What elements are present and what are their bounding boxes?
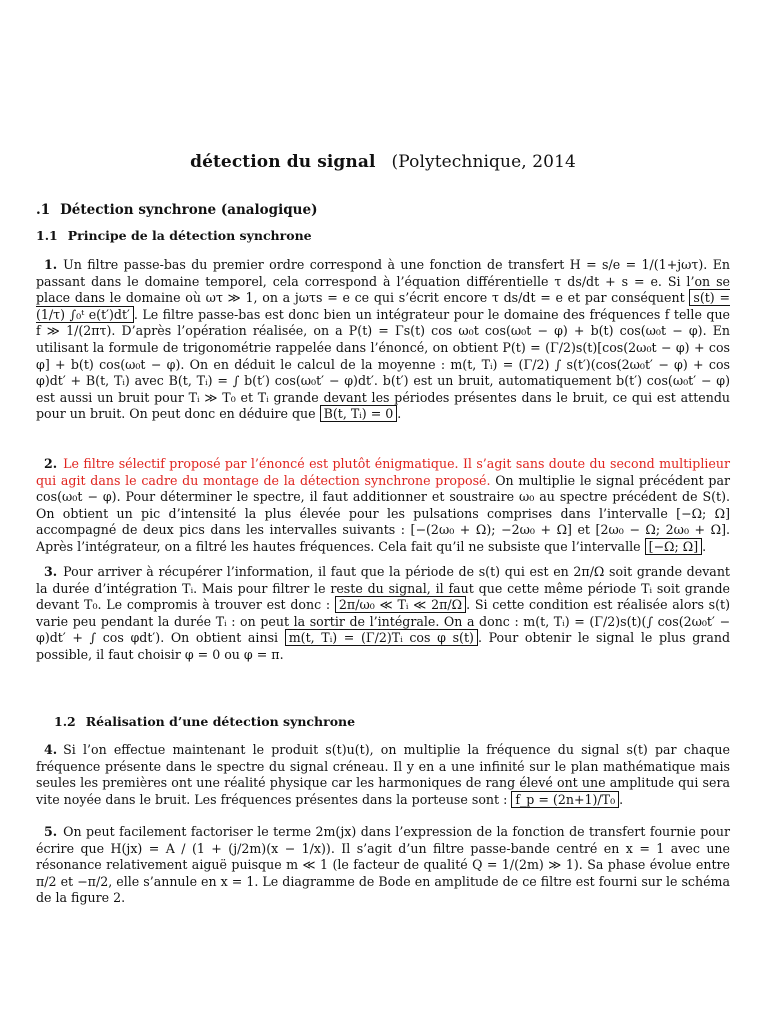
question-text: Si l’on effectue maintenant le produit s(t)u(t), on multiplie la fréquence du signal s(t) par chaque fréquence présente dans le spectre du signal créneau. Il y en a une infinité sur le plan mathématique mais seules les premières ont une réalité physique car les harmoniques de rang élevé ont une amplitude qui sera vite noyée dans le bruit. Les fréquences présentes dans la porteuse sont :: [36, 742, 730, 807]
subsection-label: Réalisation d’une détection synchrone: [85, 714, 356, 729]
question-4: [36, 742, 730, 808]
question-text: On peut facilement factoriser le terme 2m(jx) dans l’expression de la fonction de transfert fournie pour écrire que H(jx) = A / (1 + (j/2m)(x − 1/x)). Il s’agit d’un filtre passe-bande centré en x = 1 avec une résonance relativement aiguë puisque m ≪ 1 (le facteur de qualité Q = 1/(2m) ≫ 1). Sa phase évolue entre π/2 et −π/2, elle s’annule en x = 1. Le diagramme de Bode en amplitude de ce filtre est fourni sur le schéma de la figure 2.: [36, 824, 730, 906]
boxed-result: [−Ω; Ω]: [645, 538, 703, 555]
section-number: .1: [36, 202, 51, 218]
question-text: . Si cette condition est réalisée alors s(t) varie peu pendant la durée Tᵢ : on peut la sortir de l’intégrale. On a donc : m(t, Tᵢ) = (Γ/2)s(t)(∫ cos(2ω₀t′ − φ)dt′ + ∫ cos φdt′). On obtient ainsi: [36, 597, 731, 646]
subsection-heading-1: [36, 228, 312, 243]
boxed-result: m(t, Tᵢ) = (Γ/2)Tᵢ cos φ s(t): [285, 629, 478, 646]
boxed-result: B(t, Tᵢ) = 0: [320, 405, 398, 422]
document-title: [36, 152, 730, 172]
question-text: . Le filtre passe-bas est donc bien un intégrateur pour le domaine des fréquences f telle que f ≫ 1/(2πτ). D’après l’opération réalisée, on a P(t) = Γs(t) cos ω₀t cos(ω₀t − φ) + b(t) cos(ω₀t − φ). En utilisant la formule de trigonométrie rappelée dans l’énoncé, on obtient P(t) = (Γ/2)s(t)[cos(2ω₀t − φ) + cos φ] + b(t) cos(ω₀t − φ). On en déduit le calcul de la moyenne : m(t, Tᵢ) = (Γ/2) ∫ s(t′)(cos(2ω₀t′ − φ) + cos φ)dt′ + B(t, Tᵢ) avec B(t, Tᵢ) = ∫ b(t′) cos(ω₀t′ − φ)dt′. b(t′) est un bruit, automatiquement b(t′) cos(ω₀t′ − φ) est aussi un bruit pour Tᵢ ≫ T₀ et Tᵢ grande devant les périodes présentes dans le bruit, ce qui est attendu pour un bruit. On peut donc en déduire que: [36, 306, 731, 422]
subsection-number: 1.1: [36, 228, 58, 243]
question-number: 2.: [44, 456, 58, 471]
question-number: 1.: [44, 257, 58, 272]
question-number: 4.: [44, 742, 58, 757]
subsection-number: 1.2: [54, 714, 76, 729]
question-number: 3.: [44, 564, 58, 579]
subsection-heading-2: [54, 714, 355, 729]
question-text: .: [397, 406, 402, 422]
question-5: [36, 824, 730, 907]
subsection-label: Principe de la détection synchrone: [67, 228, 312, 243]
section-heading: [36, 202, 317, 218]
question-2: [36, 456, 730, 556]
question-1: [36, 257, 730, 423]
question-text: Un filtre passe-bas du premier ordre correspond à une fonction de transfert H = s/e = 1/(1+jωτ). En passant dans le domaine temporel, cela correspond à l’équation différentielle τ ds/dt + s = e. Si l’on se place dans le domaine où ωτ ≫ 1, on a jωτs = e ce qui s’écrit encore τ ds/dt = e et par conséquent: [36, 257, 730, 306]
question-text: .: [702, 538, 707, 554]
question-text: Pour arriver à récupérer l’information, il faut que la période de s(t) qui est en 2π/Ω soit grande devant la durée d’intégration Tᵢ. Mais pour filtrer le reste du signal, il faut que cette même période Tᵢ soit grande devant T₀. Le compromis à trouver est donc :: [36, 564, 730, 613]
question-text: On multiplie le signal précédent par cos(ω₀t − φ). Pour déterminer le spectre, il faut additionner et soustraire ω₀ au spectre précédent de S(t). On obtient un pic d’intensité la plus élevée pour les pulsations comprises dans l’intervalle [−Ω; Ω] accompagné de deux pics dans les intervalles suivants : [−(2ω₀ + Ω); −2ω₀ + Ω] et [2ω₀ − Ω; 2ω₀ + Ω]. Après l’intégrateur, on a filtré les hautes fréquences. Cela fait qu’il ne subsiste que l’intervalle: [36, 472, 730, 554]
highlighted-remark: Le filtre sélectif proposé par l’énoncé est plutôt énigmatique. Il s’agit sans doute du second multiplieur qui agit dans le cadre du montage de la détection synchrone proposé.: [36, 456, 730, 488]
boxed-result: s(t) = (1/τ) ∫₀ᵗ e(t′)dt′: [36, 290, 730, 322]
title-source: (Polytechnique, 2014: [391, 152, 576, 172]
question-number: 5.: [44, 824, 58, 839]
section-label: Détection synchrone (analogique): [60, 202, 318, 218]
boxed-result: 2π/ω₀ ≪ Tᵢ ≪ 2π/Ω: [335, 596, 466, 613]
question-text: . Pour obtenir le signal le plus grand possible, il faut choisir φ = 0 ou φ = π.: [36, 630, 731, 662]
question-text: .: [619, 791, 624, 807]
title-main: détection du signal: [190, 152, 376, 172]
question-3: [36, 564, 730, 664]
boxed-result: f_p = (2n+1)/T₀: [511, 791, 619, 808]
